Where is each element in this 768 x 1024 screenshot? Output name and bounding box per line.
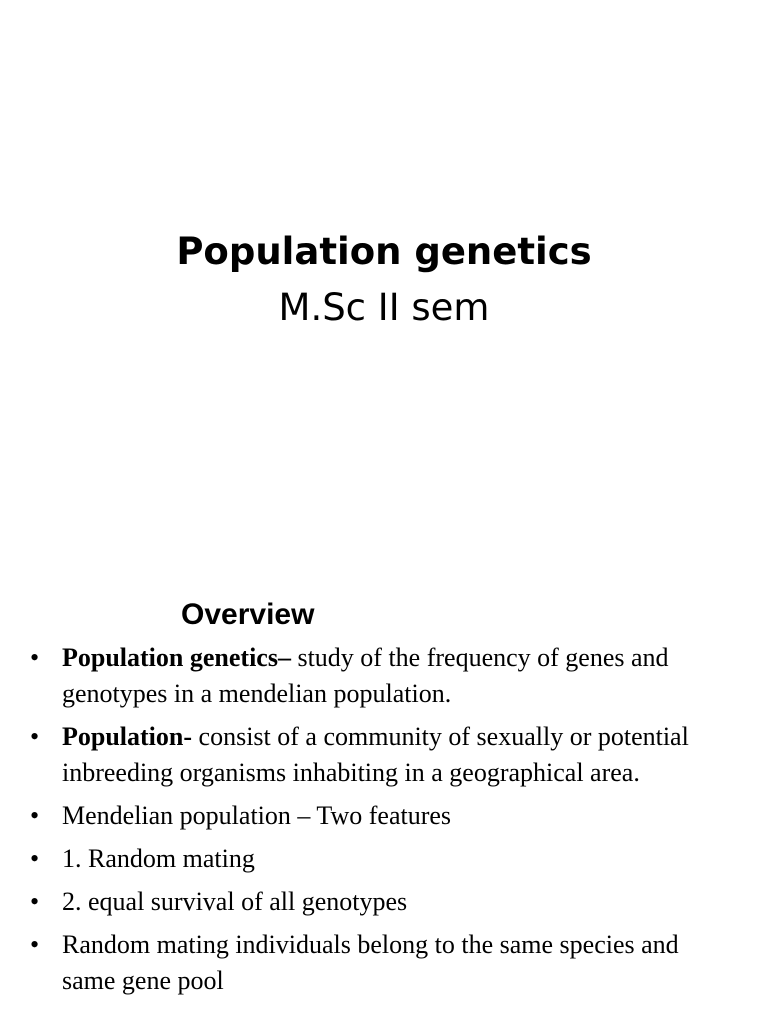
item-text: 1. Random mating — [62, 844, 255, 873]
item-text: 2. equal survival of all genotypes — [62, 887, 408, 916]
list-item — [30, 927, 730, 999]
item-text: Random mating individuals belong to the same species and same gene pool — [62, 930, 679, 995]
overview-heading: Overview — [181, 598, 315, 631]
item-text: study of the frequency of genes and genotypes in a mendelian population. — [62, 643, 669, 708]
bullet-icon: • — [30, 887, 40, 916]
bullet-icon: • — [30, 643, 40, 672]
term-label: Population genetics– — [62, 643, 291, 672]
bullet-icon: • — [30, 844, 40, 873]
list-item — [30, 884, 730, 920]
bullet-icon: • — [30, 930, 40, 959]
list-item — [30, 640, 730, 712]
list-item — [30, 719, 730, 791]
overview-bullet-list — [30, 640, 730, 1006]
list-item — [30, 841, 730, 877]
item-text: Mendelian population – Two features — [62, 801, 452, 830]
page-subtitle: M.Sc II sem — [278, 286, 490, 329]
bullet-icon: • — [30, 801, 40, 830]
bullet-icon: • — [30, 722, 40, 751]
term-label: Population- — [62, 722, 193, 751]
list-item — [30, 798, 730, 834]
title-block — [0, 226, 768, 334]
item-text: consist of a community of sexually or potential inbreeding organisms inhabiting in a geographical area. — [62, 722, 689, 787]
page-title: Population genetics — [176, 230, 592, 273]
